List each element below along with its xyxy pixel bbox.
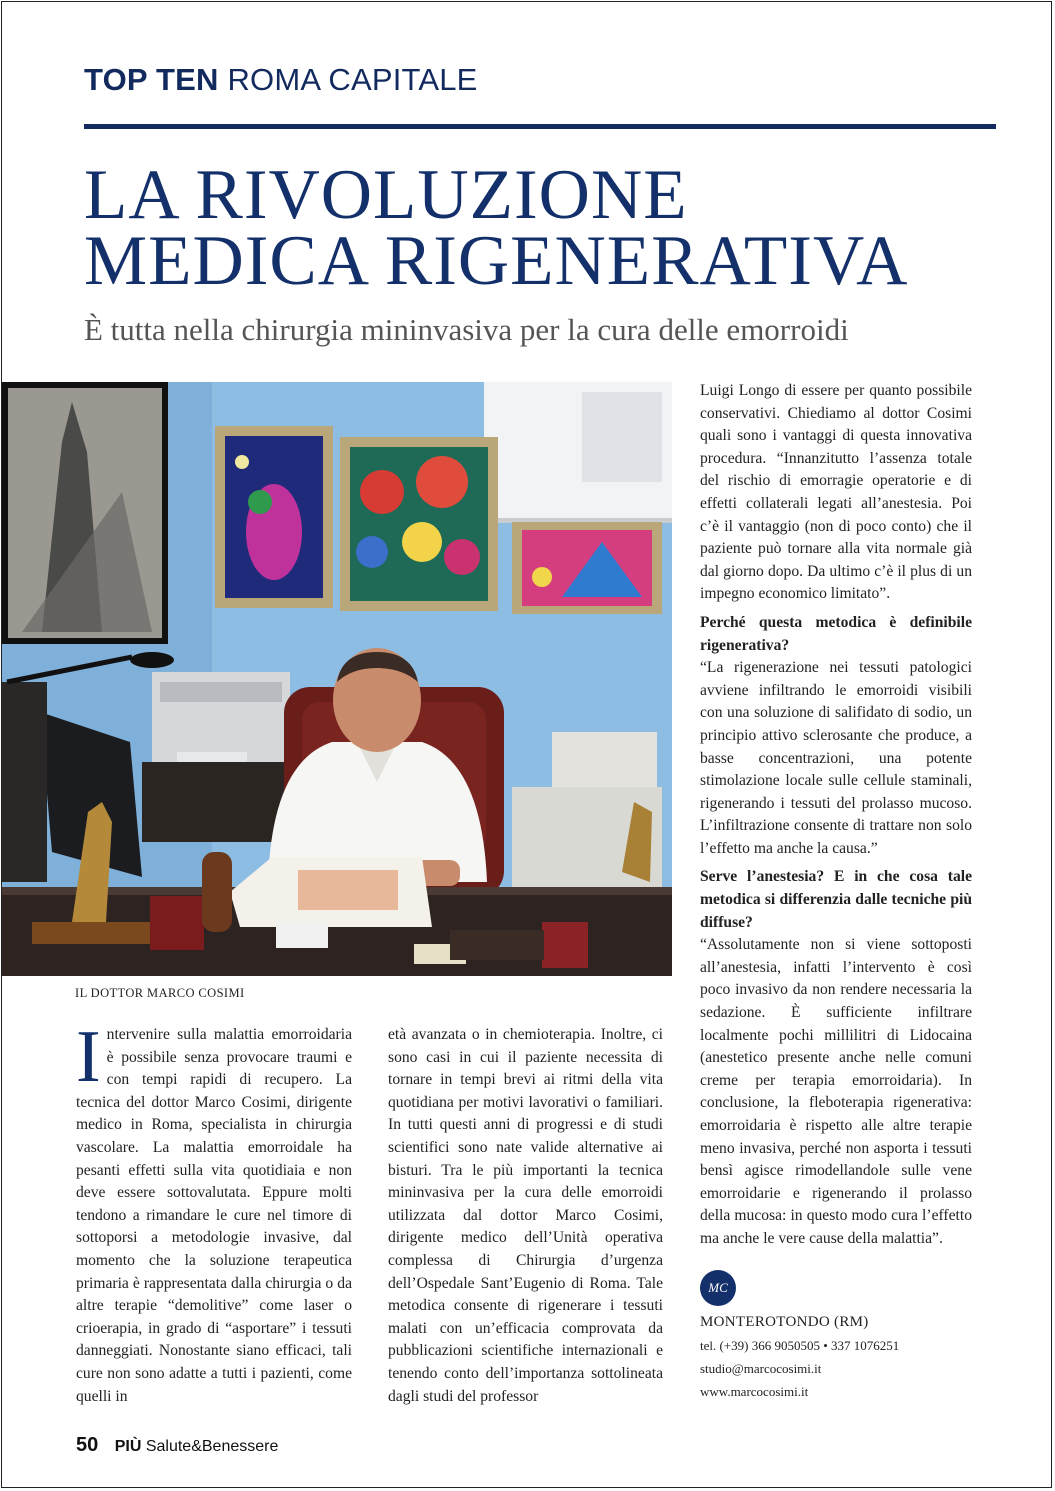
question-1: Perché questa metodica è definibile rigenerativa? <box>700 613 972 654</box>
subheadline: È tutta nella chirurgia mininvasiva per la cura delle emorroidi <box>84 312 849 347</box>
intro-paragraph: ntervenire sulla malattia emorroidaria è possibile senza provocare traumi e con tempi rapidi di recupero. La tecnica del dottor Marco Cosimi, dirigente medico in Roma, specialista in chirurgia vascolare. La malattia emorroidale ha pesanti effetti sulla vita quotidiaia e non deve essere sottovalutata. Eppure molti tendono a rimandare le cure nel timore di sottoporsi a metodologie invasive, dal momento che la soluzione terapeutica primaria è rappresentata dalla chirurgia o da altre terapie “demolitive” come laser o crioerapia, in grado di “asportare” i tessuti danneggiati. Nonostante siano efficaci, tali cure non sono adatte a tutti i pazienti, come quelli in <box>76 1026 352 1405</box>
article-column-1 <box>76 1016 352 1408</box>
section-kicker <box>84 62 478 98</box>
answer-1: “La rigenerazione nei tessuti patologici avviene infiltrando le emorroidi visibili con una soluzione di salifidato di sodio, un principio attivo sclerosante che produce, a basse concentrazioni, una potente stimolazione locale sulle cellule staminali, rigenerando i tessuti del prolasso mucoso. L’infiltrazione consente di trattare non solo l’effetto ma anche la causa.” <box>700 659 972 857</box>
photo-caption: IL DOTTOR MARCO COSIMI <box>75 986 245 1000</box>
section-name: Salute&Benessere <box>145 1438 279 1455</box>
contact-city: MONTEROTONDO (RM) <box>700 1314 869 1330</box>
answer-2: “Assolutamente non si viene sottoposti all’anestesia, infatti l’intervento è così poco invasivo da non rendere necessaria la sedazione. È sufficiente infiltrare localmente pochi millilitri di Lidocaina (anestetico presente anche nelle comuni creme per terapia emorroidaria). In conclusione, la fleboterapia rigenerativa: emorroidaria è rispetto alle altre terapie meno invasiva, perché non asporta i tessuti bensì agisce rimodellandole sulle vene emorroidarie e rigenerando il prolasso della mucosa: in questo modo cura l’effetto ma anche le vere cause della malattia”. <box>700 936 972 1247</box>
column-3-paragraph: Luigi Longo di essere per quanto possibile conservativi. Chiediamo al dottor Cosimi quali sono i vantaggi di questa innovativa procedura. “Innanzitutto l’assenza totale del rischio di emorragie operatorie e di effetti collaterali legati all’anestesia. Poi c’è il vantaggio (non di poco conto) che il paziente può tornare alla vita normale già dal giorno dopo. Da ultimo c’è il plus di un impegno economico limitato”. <box>700 382 972 603</box>
office-illustration <box>2 382 672 976</box>
mc-logo: MC <box>700 1270 736 1306</box>
headline <box>84 156 1024 300</box>
kicker-bold: TOP TEN <box>84 62 219 97</box>
kicker-rest: ROMA CAPITALE <box>227 62 478 97</box>
magazine-name: PIÙ <box>114 1438 142 1455</box>
doctor-photo <box>2 382 672 976</box>
article-column-2 <box>388 1024 663 1408</box>
question-2: Serve l’anestesia? E in che cosa tale metodica si differenzia dalle tecniche più diffuse? <box>700 868 972 931</box>
contact-email[interactable]: studio@marcocosimi.it <box>700 1361 822 1376</box>
headline-line-2: MEDICA RIGENERATIVA <box>84 222 909 300</box>
drop-cap: I <box>76 1016 101 1098</box>
article-column-3 <box>700 380 972 1251</box>
contact-website[interactable]: www.marcocosimi.it <box>700 1384 809 1399</box>
column-2-text: età avanzata o in chemioterapia. Inoltre, ci sono casi in cui il paziente necessita di tornare in tempi brevi ai ritmi della vita quotidiana per motivi lavorativi o familiari. In tutti questi anni di progressi e di studi scientifici sono nate valide alternative ai bisturi. Tra le più importanti la tecnica mininvasiva per la cura delle emorroidi utilizzata dal dottor Marco Cosimi, dirigente medico dell’Unità operativa complessa di Chirurgia d’urgenza dell’Ospedale Sant’Eugenio di Roma. Tale metodica consente di rigenerare i tessuti malati con un’efficacia comprovata da pubblicazioni scientifiche internazionali e tenendo conto dell’importanza sottolineata dagli studi del professor <box>388 1026 663 1405</box>
headline-line-1: LA RIVOLUZIONE <box>84 156 688 234</box>
page-footer <box>76 1434 278 1457</box>
contact-phone: tel. (+39) 366 9050505 • 337 1076251 <box>700 1338 900 1353</box>
header-rule <box>84 124 996 129</box>
page-number: 50 <box>76 1434 99 1456</box>
